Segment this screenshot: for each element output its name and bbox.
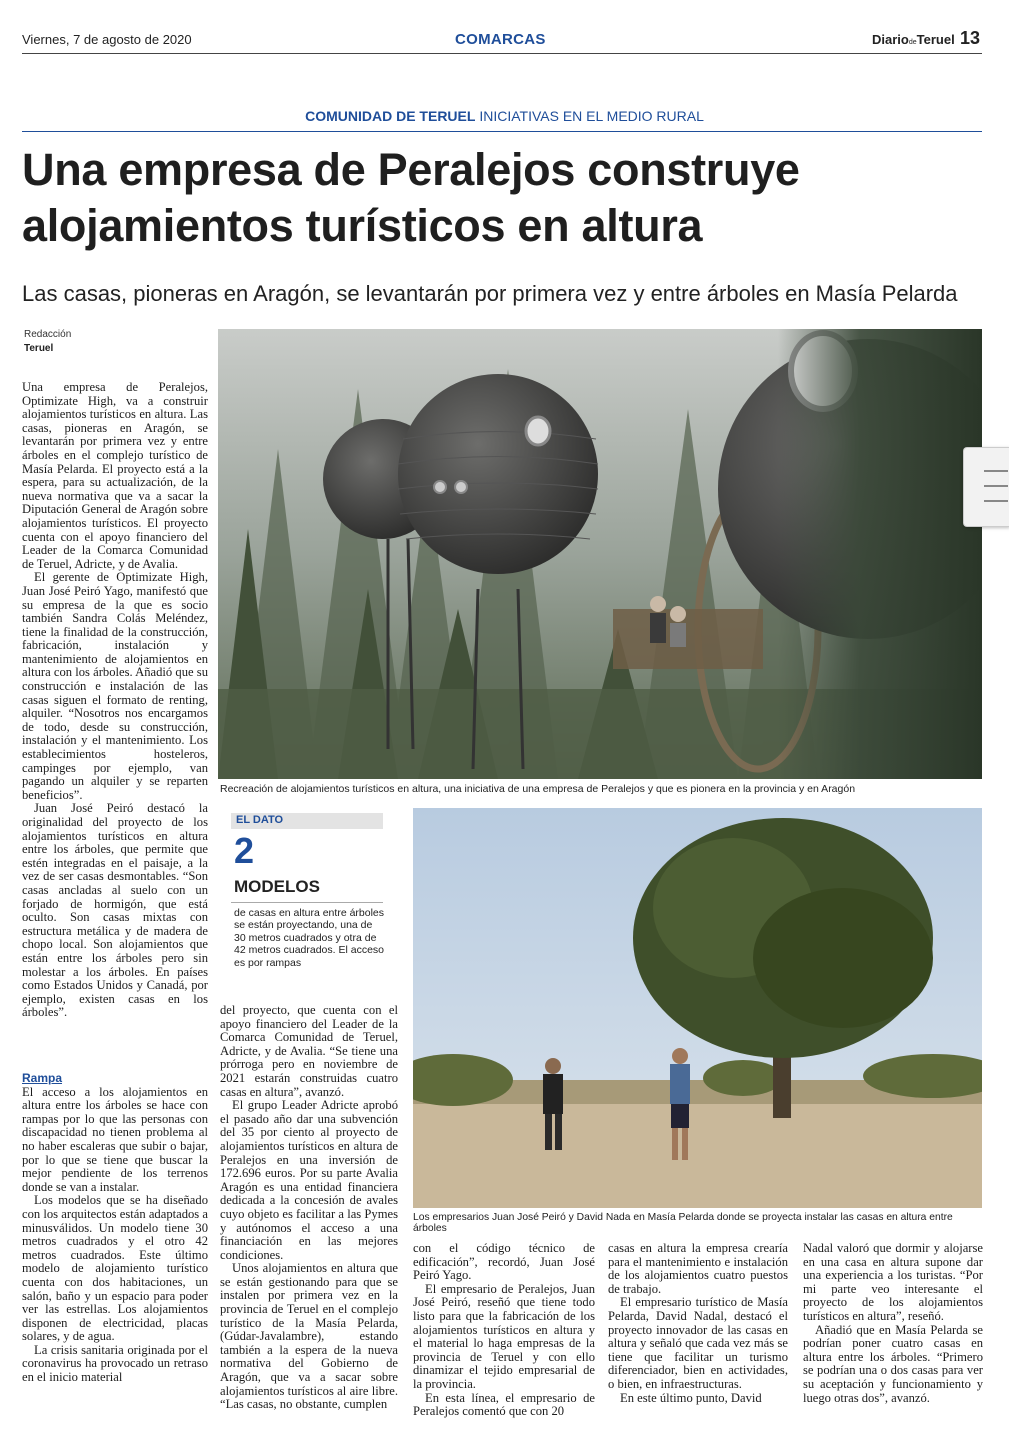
subheadline: Las casas, pioneras en Aragón, se levantarán por primera vez y entre árboles en Masía Pelarda: [22, 281, 958, 306]
paragraph: El grupo Leader Adricte aprobó el pasado año dar una subvención del 35 por ciento al proyecto de alojamientos turísticos en altura de Peralejos en una inversión de 172.696 euros. Por su parte Avalia Aragón es una entidad financiera dedicada a la concesión de avales cuyo objeto es facilitar a las Pymes y autónomos el acceso a una financiación en las mejores condiciones.: [220, 1098, 398, 1262]
photo-1-caption: Recreación de alojamientos turísticos en altura, una iniciativa de una empresa de Peralejos y que es pionera en la provincia y en Aragón: [220, 783, 856, 795]
paragraph: Juan José Peiró destacó la originalidad del proyecto de los alojamientos turísticos en altura entre los árboles, que permite que estén integradas en el paisaje, a la vez de ser casas desmontables. “Son casas ancladas al suelo con un forjado de hormigón, que está oculto. Son casas mixtas con estructura metálica y de madera de chopo local. Son alojamientos que están entre los árboles pero sin molestar a los árboles. En países como Estados Unidos y Canadá, por ejemplo, existen casas en los árboles”.: [22, 801, 208, 1020]
publication-date: Viernes, 7 de agosto de 2020: [22, 32, 192, 47]
topic-line: [0, 108, 1009, 124]
paragraph: El acceso a los alojamientos en altura entre los árboles se hace con rampas por lo que las personas con discapacidad no tienen problema al no haber escaleras que subir o bajar, por lo que se tiene que buscar la mejor pendiente de los terrenos donde se van a instalar.: [22, 1084, 208, 1194]
topic-strong: COMUNIDAD DE TERUEL: [305, 108, 476, 124]
paragraph: En esta línea, el empresario de Peralejos comentó que con 20: [413, 1390, 595, 1419]
page-number: 13: [960, 28, 981, 48]
paragraph: casas en altura la empresa crearía para el mantenimiento e instalación de los alojamientos cuatro puestos de trabajo.: [608, 1241, 788, 1296]
treehouse-rendering-photo: [218, 329, 982, 779]
headline: [22, 142, 982, 254]
paragraph: El gerente de Optimizate High, Juan José Peiró Yago, manifestó que su empresa de la que es socio también Sandra Colás Meléndez, tiene la finalidad de la construcción, fabricación, instalación y mantenimiento de alojamientos en altura con los árboles. Añadió que su construcción e instalación de las casas siguen el formato de renting, alquiler. “Nosotros nos encargamos de todo, desde su construcción, instalación y el mantenimiento. Los establecimientos hosteleros, campinges por ejemplo, van pagando un alquiler y se reparten beneficios”.: [22, 570, 208, 802]
dato-label: EL DATO: [236, 814, 284, 826]
body-column-3: [413, 1242, 595, 1419]
menu-line-icon: [984, 500, 1008, 502]
byline-role: Redacción: [24, 329, 72, 340]
dato-rule: [231, 902, 383, 903]
menu-line-icon: [984, 470, 1008, 472]
paragraph: El empresario turístico de Masía Pelarda, David Nadal, destacó el proyecto innovador de las casas en altura y señaló que cada vez más se tiene que facilitar un turismo diferenciador, bien en actividades, o bien, en infraestructuras.: [608, 1295, 788, 1391]
paragraph: Unos alojamientos en altura que se están gestionando para que se instalen por primera vez en la provincia de Teruel en el complejo turístico de la Masía Pelarda, (Gúdar-Javalambre), estando también a la espera de la nueva normativa del Gobierno de Aragón, que va a sacar sobre alojamientos turísticos al aire libre. “Las casas, no obstante, cumplen: [220, 1261, 398, 1412]
topic-rest: INICIATIVAS EN EL MEDIO RURAL: [475, 108, 704, 124]
body-column-1: [22, 381, 208, 1020]
body-column-4: [608, 1242, 788, 1405]
headline-line-1: Una empresa de Peralejos construye: [22, 144, 800, 195]
paragraph: Nadal valoró que dormir y alojarse en una casa en altura supone dar una experiencia a los turistas. “Por mi parte veo interesante el proyecto de los alojamientos turísticos en altura”, reseñó.: [803, 1241, 983, 1323]
body-column-2: [220, 1004, 398, 1412]
dato-text: de casas en altura entre árboles se están proyectando, una de 30 metros cuadrados y otra de 42 metros cuadrados. El acceso es por rampas: [234, 907, 385, 969]
paragraph: Añadió que en Masía Pelarda se podrían poner cuatro casas en altura entre los árboles. “Primero se podrían una o dos casas para ver su aceptación y funcionamiento y luego otras dos”, avanzó.: [803, 1322, 983, 1405]
body-column-1-rampa: [22, 1072, 208, 1385]
paragraph: con el código técnico de edificación”, recordó, Juan José Peiró Yago.: [413, 1241, 595, 1283]
paragraph: Los modelos que se ha diseñado con los arquitectos están adaptados a minusválidos. Un modelo tiene 30 metros cuadrados y el otro 42 metros cuadrados. Este último modelo de alojamiento turístico cuenta con dos habitaciones, un salón, baño y un espacio para poder ver las estrellas. Los alojamientos disponen de electricidad, placas solares, y de agua.: [22, 1193, 208, 1344]
topic-rule: [22, 131, 982, 132]
paragraph: La crisis sanitaria originada por el coronavirus ha provocado un retraso en el inicio material: [22, 1342, 208, 1385]
header-rule: [22, 53, 982, 54]
entrepreneurs-photo: [413, 808, 982, 1208]
section-name: COMARCAS: [455, 31, 546, 48]
dato-word: MODELOS: [234, 877, 320, 896]
paragraph: del proyecto, que cuenta con el apoyo financiero del Leader de la Comarca Comunidad de Teruel, Adricte, y de Avalia. “Se tiene una prórroga pero en noviembre de 2021 estarán construidas cuatro casas en altura”, avanzó.: [220, 1003, 398, 1099]
byline-place: Teruel: [24, 343, 54, 354]
body-column-5: [803, 1242, 983, 1405]
paragraph: En este último punto, David: [620, 1390, 762, 1405]
side-menu-tab[interactable]: [963, 447, 1009, 527]
photo-2-caption: Los empresarios Juan José Peiró y David Nada en Masía Pelarda donde se proyecta instalar las casas en altura entre árboles: [413, 1212, 953, 1234]
newspaper-logo: DiariodeTeruel: [872, 32, 955, 47]
headline-line-2: alojamientos turísticos en altura: [22, 200, 703, 251]
subheading-rampa: Rampa: [22, 1071, 63, 1085]
dato-number: 2: [234, 830, 255, 871]
menu-line-icon: [984, 485, 1008, 487]
paragraph: Una empresa de Peralejos, Optimizate High, va a construir alojamientos turísticos en altura. Las casas, pioneras en Aragón, se levantarán por primera vez y entre árboles en el complejo turístico de Masía Pelarda. El proyecto está a la espera, para su actualización, de la nueva normativa que va a sacar la Diputación General de Aragón sobre alojamientos turísticos. El proyecto cuenta con el apoyo financiero del Leader de la Comarca Comunidad de Teruel, Adricte, y de Avalia.: [22, 380, 208, 571]
paragraph: El empresario de Peralejos, Juan José Peiró, reseñó que tiene todo listo para que la fabricación de los alojamientos turísticos en altura y el material lo haga empresas de la provincia de Teruel y con ello dinamizar el tejido empresarial de la provincia.: [413, 1281, 595, 1391]
